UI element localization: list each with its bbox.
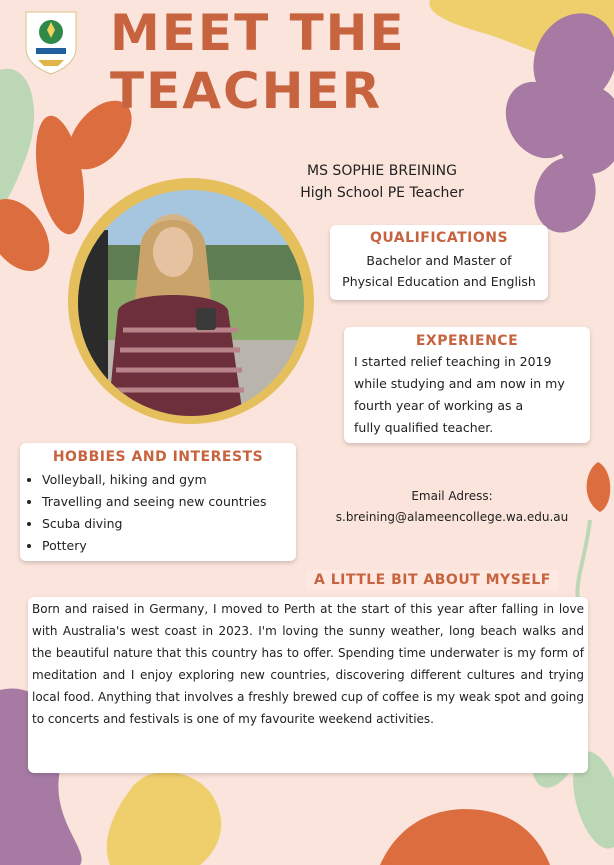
list-item: • Travelling and seeing new countries: [42, 491, 296, 513]
teacher-role: High School PE Teacher: [300, 185, 464, 201]
teacher-name: MS SOPHIE BREINING: [307, 163, 457, 179]
qualifications-text: [330, 250, 548, 292]
qualifications-card: [330, 225, 548, 300]
hobbies-card: [20, 443, 296, 561]
teacher-photo: [78, 190, 304, 416]
list-item: • Pottery: [42, 535, 296, 557]
hobbies-heading: HOBBIES AND INTERESTS: [52, 449, 264, 465]
email-address[interactable]: s.breining@alameencollege.wa.edu.au: [335, 510, 569, 524]
experience-heading: EXPERIENCE: [415, 333, 519, 349]
experience-line-1: I started relief teaching in 2019: [354, 354, 552, 369]
about-text: Born and raised in Germany, I moved to Perth at the start of this year after falling in love with Australia's west coast in 2023. I'm loving the sunny weather, long beach walks and the beautiful nature that this country has to offer. Spending time underwater is my form of meditation and I enjoy exploring new countries, discovering different cultures and trying local food. Anything that involves a freshly brewed cup of coffee is my weak spot and going to concerts and festivals is one of my favourite weekend activities.: [32, 602, 584, 726]
about-heading: A LITTLE BIT ABOUT MYSELF: [306, 570, 559, 590]
hobbies-list: [20, 469, 296, 557]
email-label: Email Adress:: [411, 489, 493, 503]
title-line-1: MEET THE: [110, 4, 406, 62]
qualifications-line-1: Bachelor and Master of: [366, 253, 512, 268]
qualifications-heading: QUALIFICATIONS: [369, 230, 509, 246]
list-item: • Volleyball, hiking and gym: [42, 469, 296, 491]
teacher-info: [272, 160, 492, 204]
list-item: • Scuba diving: [42, 513, 296, 535]
experience-text: [354, 351, 590, 439]
experience-card: [344, 327, 590, 443]
qualifications-line-2: Physical Education and English: [342, 274, 536, 289]
college-crest-icon: [22, 8, 80, 76]
title-line-2: TEACHER: [110, 62, 383, 120]
experience-line-2: while studying and am now in my: [354, 376, 565, 391]
contact-block: [322, 486, 582, 528]
page-title: [110, 4, 406, 120]
experience-line-4: fully qualified teacher.: [354, 420, 494, 435]
tulip-shape: [577, 462, 610, 600]
experience-line-3: fourth year of working as a: [354, 398, 524, 413]
